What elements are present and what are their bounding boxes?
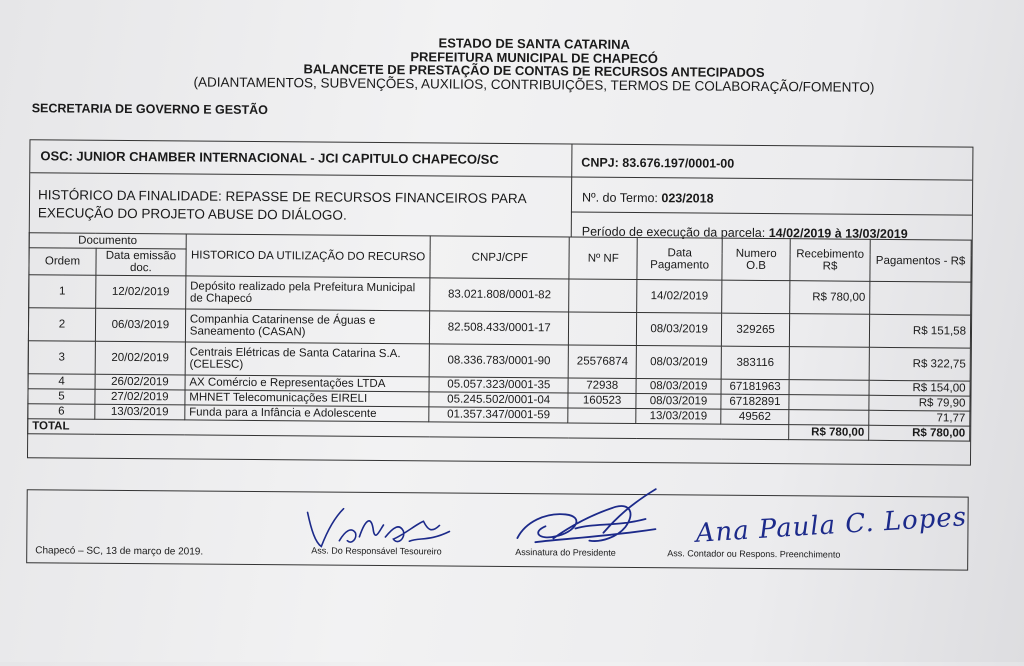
cell-nf: 25576874	[568, 345, 636, 379]
termo-label: Nº. do Termo:	[581, 190, 659, 206]
cell-ob	[722, 280, 790, 314]
col-ordem: Ordem	[29, 248, 96, 276]
contador-handwriting: Ana Paula C. Lopes	[694, 502, 968, 549]
cell-ordem: 5	[28, 389, 95, 405]
contador-label: Ass. Contador ou Respons. Preenchimento	[667, 548, 841, 560]
cell-cnpj: 01.357.347/0001-59	[429, 407, 568, 423]
cell-data-pag: 14/02/2019	[637, 279, 722, 313]
cell-receb: R$ 780,00	[790, 281, 870, 315]
cell-pag: R$ 322,75	[869, 347, 970, 381]
cell-historico: MHNET Telecomunicações EIRELI	[185, 390, 430, 407]
cell-historico: Depósito realizado pela Prefeitura Municipal de Chapecó	[185, 276, 430, 311]
cell-pag: R$ 154,00	[869, 380, 970, 396]
cell-nf	[569, 279, 637, 313]
total-receb: R$ 780,00	[789, 425, 869, 441]
cell-pag: 71,77	[869, 410, 970, 426]
cell-ordem: 4	[28, 374, 95, 390]
cell-receb	[789, 395, 869, 411]
cell-cnpj: 82.508.433/0001-17	[430, 311, 569, 345]
cell-data: 12/02/2019	[96, 275, 186, 309]
cell-pag: R$ 79,90	[869, 395, 970, 411]
cell-cnpj: 08.336.783/0001-90	[429, 344, 568, 378]
cell-data-pag: 08/03/2019	[637, 312, 722, 346]
cell-receb	[789, 314, 869, 348]
cell-data-pag: 08/03/2019	[636, 378, 721, 394]
cell-cnpj: 05.245.502/0001-04	[429, 392, 568, 408]
department-label: SECRETARIA DE GOVERNO E GESTÃO	[31, 101, 268, 118]
cell-ordem: 1	[29, 275, 96, 309]
col-numero-ob: Numero O.B	[722, 238, 790, 281]
presidente-signature	[505, 482, 686, 553]
cell-historico: AX Comércio e Representações LTDA	[185, 375, 430, 392]
cell-ob: 49562	[721, 409, 789, 425]
col-data-emissao: Data emissão doc.	[96, 248, 186, 276]
header-state: ESTADO DE SANTA CATARINA	[438, 35, 631, 52]
cell-ob: 329265	[721, 313, 789, 347]
divider	[30, 172, 972, 180]
divider	[571, 211, 972, 215]
col-nf: Nº NF	[569, 237, 637, 280]
group-documento: Documento	[29, 233, 186, 249]
cell-data: 06/03/2019	[95, 308, 185, 342]
balance-sheet-box	[27, 139, 973, 465]
historico-finalidade: HISTÓRICO DA FINALIDADE: REPASSE DE RECURSOS FINANCEIROS PARA EXECUÇÃO DO PROJETO ABUSE DO DIÁLOGO.	[37, 187, 526, 223]
cell-cnpj: 05.057.323/0001-35	[429, 377, 568, 393]
col-recebimento: Recebimento R$	[790, 239, 870, 282]
cell-data: 20/02/2019	[95, 341, 185, 375]
cell-historico: Companhia Catarinense de Águas e Saneamento (CASAN)	[185, 309, 430, 344]
total-label: TOTAL	[28, 419, 789, 440]
cell-historico: Centrais Elétricas de Santa Catarina S.A. (CELESC)	[185, 342, 430, 377]
cell-pag	[870, 281, 971, 315]
periodo-label: Período de execução da parcela:	[581, 224, 766, 240]
cell-ob: 383116	[721, 346, 789, 380]
cell-receb	[789, 380, 869, 396]
cell-historico: Funda para a Infância e Adolescente	[185, 405, 430, 422]
presidente-label: Assinatura do Presidente	[515, 547, 616, 558]
header-title: BALANCETE DE PRESTAÇÃO DE CONTAS DE RECURSOS ANTECIPADOS	[303, 61, 765, 80]
header-prefeitura: PREFEITURA MUNICIPAL DE CHAPECÓ	[410, 49, 658, 67]
cell-data-pag: 08/03/2019	[636, 393, 721, 409]
cell-nf	[569, 312, 637, 346]
cell-pag: R$ 151,58	[869, 314, 970, 348]
periodo-value: 14/02/2019 à 13/03/2019	[768, 226, 908, 242]
col-pagamentos: Pagamentos - R$	[870, 239, 971, 282]
total-pag: R$ 780,00	[869, 425, 970, 441]
tesoureiro-label: Ass. Do Responsável Tesoureiro	[311, 545, 442, 557]
divider	[571, 144, 573, 237]
osc-cnpj: CNPJ: 83.676.197/0001-00	[581, 155, 735, 171]
signature-box	[26, 489, 969, 570]
termo-value: 023/2018	[661, 191, 714, 206]
cell-data: 27/02/2019	[95, 389, 185, 405]
col-data-pagamento: Data Pagamento	[637, 237, 722, 280]
header-subtitle: (ADIANTAMENTOS, SUBVENÇÕES, AUXILIOS, CONTRIBUIÇÕES, TERMOS DE COLABORAÇÃO/FOMENTO)	[193, 74, 875, 95]
cell-ordem: 3	[28, 341, 95, 375]
cell-data: 26/02/2019	[95, 374, 185, 390]
cell-receb	[789, 347, 869, 381]
termo-number	[582, 191, 714, 206]
cell-data-pag: 13/03/2019	[636, 408, 721, 424]
cell-nf	[568, 408, 636, 424]
cell-ob: 67182891	[721, 394, 789, 410]
cell-ob: 67181963	[721, 379, 789, 395]
items-table	[27, 232, 972, 441]
cell-data-pag: 08/03/2019	[636, 345, 721, 379]
cell-cnpj: 83.021.808/0001-82	[430, 278, 569, 312]
cell-nf: 160523	[568, 393, 636, 409]
col-historico: HISTORICO DA UTILIZAÇÃO DO RECURSO	[186, 234, 431, 278]
cell-ordem: 6	[28, 404, 95, 420]
place-date: Chapecó – SC, 13 de março de 2019.	[35, 545, 204, 558]
col-cnpj: CNPJ/CPF	[430, 236, 569, 279]
cell-data: 13/03/2019	[95, 404, 185, 420]
cell-receb	[789, 410, 869, 426]
tesoureiro-signature	[299, 500, 469, 551]
osc-name: OSC: JUNIOR CHAMBER INTERNACIONAL - JCI CAPITULO CHAPECO/SC	[40, 148, 499, 167]
cell-ordem: 2	[28, 308, 95, 342]
cell-nf: 72938	[568, 378, 636, 394]
